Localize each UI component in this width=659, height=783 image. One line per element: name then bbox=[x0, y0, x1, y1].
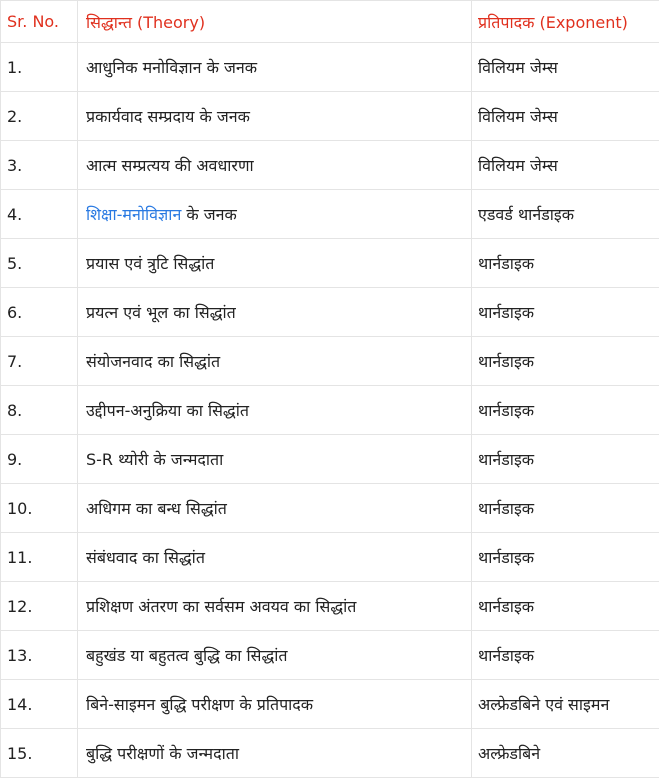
row-exponent: थार्नडाइक bbox=[472, 582, 659, 631]
row-exponent: थार्नडाइक bbox=[472, 435, 659, 484]
row-sr-no: 4. bbox=[1, 190, 78, 239]
row-sr-no: 14. bbox=[1, 680, 78, 729]
table-row bbox=[1, 141, 659, 190]
row-exponent: थार्नडाइक bbox=[472, 337, 659, 386]
row-theory: प्रयास एवं त्रुटि सिद्धांत bbox=[78, 239, 472, 288]
header-row bbox=[1, 1, 659, 43]
row-sr-no: 3. bbox=[1, 141, 78, 190]
row-theory: S-R थ्योरी के जन्मदाता bbox=[78, 435, 472, 484]
row-exponent: थार्नडाइक bbox=[472, 631, 659, 680]
row-theory: प्रयत्न एवं भूल का सिद्धांत bbox=[78, 288, 472, 337]
row-theory-rest: के जनक bbox=[181, 205, 237, 224]
row-exponent: थार्नडाइक bbox=[472, 484, 659, 533]
row-sr-no: 12. bbox=[1, 582, 78, 631]
row-sr-no: 11. bbox=[1, 533, 78, 582]
row-exponent: विलियम जेम्स bbox=[472, 92, 659, 141]
table-row bbox=[1, 92, 659, 141]
table-row bbox=[1, 190, 659, 239]
table-row bbox=[1, 533, 659, 582]
row-exponent: थार्नडाइक bbox=[472, 386, 659, 435]
table-row bbox=[1, 631, 659, 680]
row-exponent: विलियम जेम्स bbox=[472, 141, 659, 190]
table-row bbox=[1, 288, 659, 337]
row-sr-no: 10. bbox=[1, 484, 78, 533]
row-theory bbox=[78, 190, 472, 239]
row-theory: आत्म सम्प्रत्यय की अवधारणा bbox=[78, 141, 472, 190]
row-exponent: अल्फ्रेडबिने एवं साइमन bbox=[472, 680, 659, 729]
table-row bbox=[1, 582, 659, 631]
row-sr-no: 6. bbox=[1, 288, 78, 337]
row-theory: बिने-साइमन बुद्धि परीक्षण के प्रतिपादक bbox=[78, 680, 472, 729]
table-row bbox=[1, 435, 659, 484]
table-row bbox=[1, 729, 659, 778]
row-theory: आधुनिक मनोविज्ञान के जनक bbox=[78, 43, 472, 92]
row-exponent: अल्फ्रेडबिने bbox=[472, 729, 659, 778]
row-sr-no: 1. bbox=[1, 43, 78, 92]
educational-psychology-link[interactable]: शिक्षा-मनोविज्ञान bbox=[86, 205, 182, 224]
header-theory: सिद्धान्त (Theory) bbox=[78, 1, 472, 43]
row-sr-no: 9. bbox=[1, 435, 78, 484]
table-row bbox=[1, 239, 659, 288]
table-row bbox=[1, 337, 659, 386]
header-sr-no: Sr. No. bbox=[1, 1, 78, 43]
row-sr-no: 7. bbox=[1, 337, 78, 386]
table-row bbox=[1, 484, 659, 533]
row-theory: संबंधवाद का सिद्धांत bbox=[78, 533, 472, 582]
table-row bbox=[1, 680, 659, 729]
row-exponent: थार्नडाइक bbox=[472, 533, 659, 582]
row-theory: उद्दीपन-अनुक्रिया का सिद्धांत bbox=[78, 386, 472, 435]
row-exponent: थार्नडाइक bbox=[472, 288, 659, 337]
row-exponent: एडवर्ड थार्नडाइक bbox=[472, 190, 659, 239]
row-theory: बुद्धि परीक्षणों के जन्मदाता bbox=[78, 729, 472, 778]
row-theory: बहुखंड या बहुतत्व बुद्धि का सिद्धांत bbox=[78, 631, 472, 680]
table-row bbox=[1, 43, 659, 92]
row-theory: प्रकार्यवाद सम्प्रदाय के जनक bbox=[78, 92, 472, 141]
row-sr-no: 8. bbox=[1, 386, 78, 435]
row-exponent: विलियम जेम्स bbox=[472, 43, 659, 92]
row-theory: संयोजनवाद का सिद्धांत bbox=[78, 337, 472, 386]
row-theory: अधिगम का बन्ध सिद्धांत bbox=[78, 484, 472, 533]
row-sr-no: 5. bbox=[1, 239, 78, 288]
row-exponent: थार्नडाइक bbox=[472, 239, 659, 288]
row-sr-no: 2. bbox=[1, 92, 78, 141]
row-sr-no: 15. bbox=[1, 729, 78, 778]
header-exponent: प्रतिपादक (Exponent) bbox=[472, 1, 659, 43]
row-theory: प्रशिक्षण अंतरण का सर्वसम अवयव का सिद्धांत bbox=[78, 582, 472, 631]
table-row bbox=[1, 386, 659, 435]
row-sr-no: 13. bbox=[1, 631, 78, 680]
